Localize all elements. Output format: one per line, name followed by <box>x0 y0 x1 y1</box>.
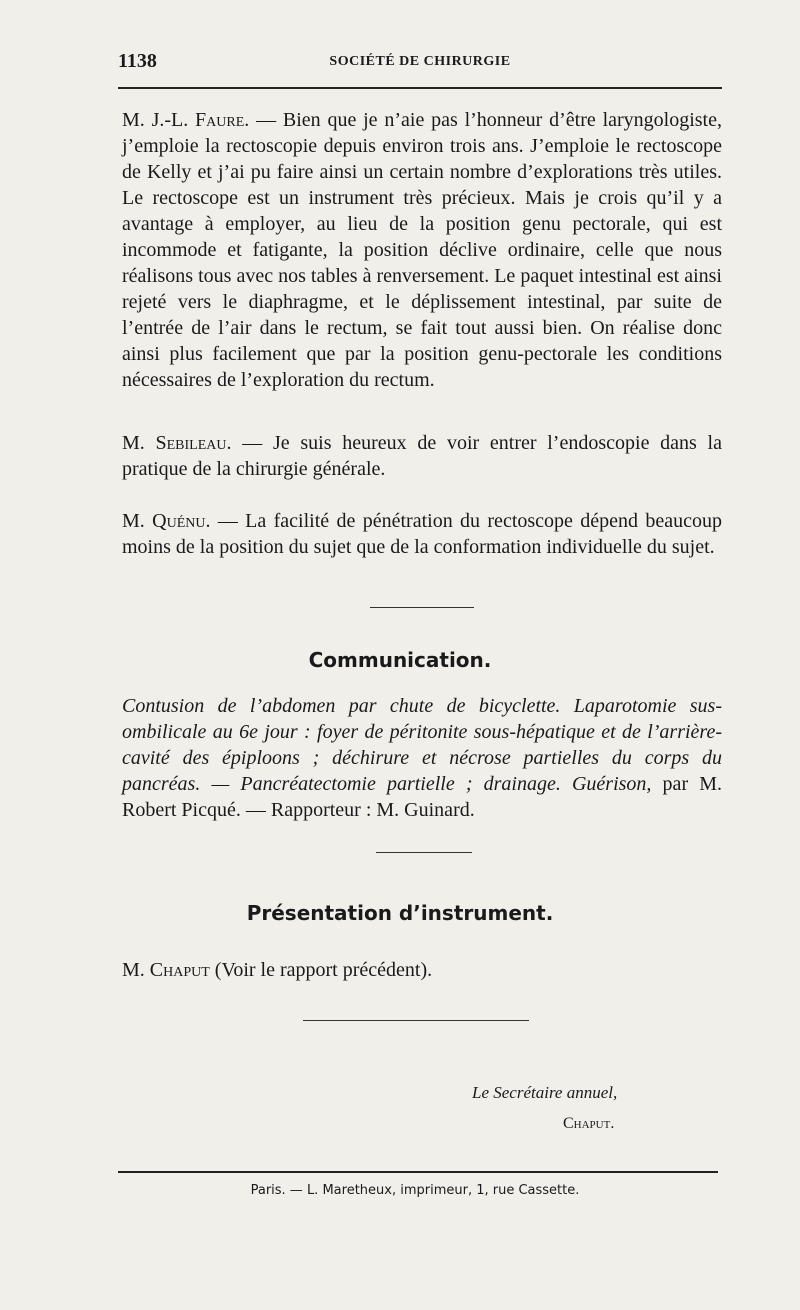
speaker-quenu: M. Quénu. <box>122 510 211 532</box>
footer-rule <box>118 1171 718 1173</box>
presentation-heading: Présentation d’instrument. <box>246 901 554 925</box>
paragraph-sebileau <box>122 430 722 482</box>
speaker-sebileau: M. Sebileau. <box>122 432 232 454</box>
chaput-text: (Voir le rapport précédent). <box>209 959 433 981</box>
signature-name: Chaput. <box>563 1115 615 1132</box>
signature-role: Le Secrétaire annuel, <box>472 1083 618 1102</box>
separator-rule <box>370 607 474 608</box>
communication-paragraph <box>122 693 722 823</box>
separator-rule <box>376 852 472 853</box>
speaker-faure: M. J.-L. Faure. <box>122 109 250 131</box>
communication-title: Contusion de l’abdomen par chute de bicyclette. Laparotomie sus-ombilicale au 6e jour : foyer de péritonite sous-hépatique et de l’arrière-cavité des épiploons ; déchirure et nécrose partielles du corps du pancréas. — Pancréatectomie partielle ; drainage. Guérison, <box>122 695 722 795</box>
page-header <box>118 50 722 76</box>
header-rule <box>118 87 722 89</box>
speaker-chaput: M. Chaput <box>122 959 210 981</box>
paragraph-chaput <box>122 957 722 983</box>
page-number: 1138 <box>118 50 157 72</box>
separator-rule <box>303 1020 529 1021</box>
quenu-text: — La facilité de pénétration du rectoscope dépend beaucoup moins de la position du sujet que de la conformation individuelle du sujet. <box>122 510 723 558</box>
paragraph-quenu <box>122 508 722 560</box>
sebileau-text: — Je suis heureux de voir entrer l’endoscopie dans la pratique de la chirurgie générale. <box>122 432 722 480</box>
communication-author: par M. Robert Picqué. <box>122 773 723 821</box>
communication-rapporteur: — Rapporteur : M. Guinard. <box>240 799 475 821</box>
communication-heading: Communication. <box>308 648 492 672</box>
paragraph-faure <box>122 107 722 393</box>
running-title: SOCIÉTÉ DE CHIRURGIE <box>329 54 511 69</box>
faure-text: — Bien que je n’aie pas l’honneur d’être laryngologiste, j’emploie la rectoscopie depuis environ trois ans. J’emploie le rectoscope de Kelly et j’ai pu faire ainsi un certain nombre d’explorations très utiles. Le rectoscope est un instrument très précieux. Mais je crois qu’il y a avantage à employer, au lieu de la position genu pectorale, qui est incommode et fatigante, la position déclive ordinaire, celle que nous réalisons tous avec nos tables à renversement. Le paquet intestinal est ainsi rejeté vers le diaphragme, et le déplissement intestinal, par suite de l’entrée de l’air dans le rectum, se fait tout aussi bien. On réalise donc ainsi plus facilement que par la position genu-pectorale les conditions nécessaires de l’exploration du rectum. <box>122 109 722 391</box>
printer-footer: Paris. — L. Maretheux, imprimeur, 1, rue Cassette. <box>250 1183 580 1198</box>
